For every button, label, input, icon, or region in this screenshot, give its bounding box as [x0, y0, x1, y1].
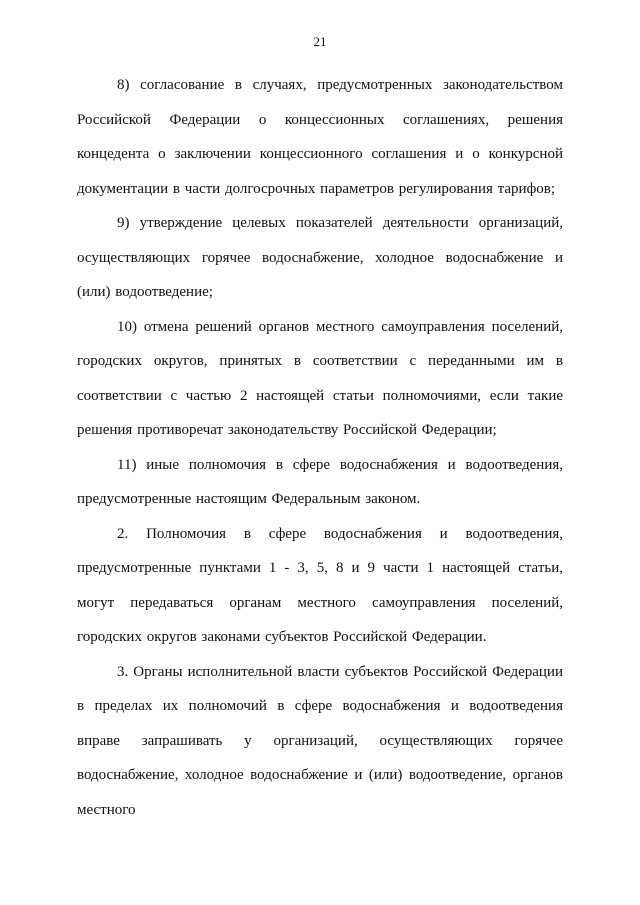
paragraph-part-3: 3. Органы исполнительной власти субъектов Российской Федерации в пределах их полномочий в сфере водоснабжения и водоотведения вправе запрашивать у организаций, осуществляющих горячее водоснабжение, холодное водоснабжение и (или) водоотведение, органов местного [77, 663, 563, 818]
page-number: 21 [313, 34, 327, 49]
paragraph-part-2: 2. Полномочия в сфере водоснабжения и водоотведения, предусмотренные пунктами 1 - 3, 5, 8 и 9 части 1 настоящей статьи, могут передаваться органам местного самоуправления поселений, городских округов законами субъектов Российской Федерации. [77, 525, 563, 645]
paragraph-item-9: 9) утверждение целевых показателей деятельности организаций, осуществляющих горячее водоснабжение, холодное водоснабжение и (или) водоотведение; [77, 215, 563, 300]
paragraph-item-8: 8) согласование в случаях, предусмотренных законодательством Российской Федерации о концессионных соглашениях, решения концедента о заключении концессионного соглашения и о конкурсной документации в части долгосрочных параметров регулирования тарифов; [77, 77, 563, 197]
document-body [77, 68, 563, 827]
paragraph-item-10: 10) отмена решений органов местного самоуправления поселений, городских округов, принятых в соответствии с переданными им в соответствии с частью 2 настоящей статьи полномочиями, если такие решения противоречат законодательству Российской Федерации; [77, 318, 563, 438]
paragraph-item-11: 11) иные полномочия в сфере водоснабжения и водоотведения, предусмотренные настоящим Федеральным законом. [77, 456, 563, 507]
